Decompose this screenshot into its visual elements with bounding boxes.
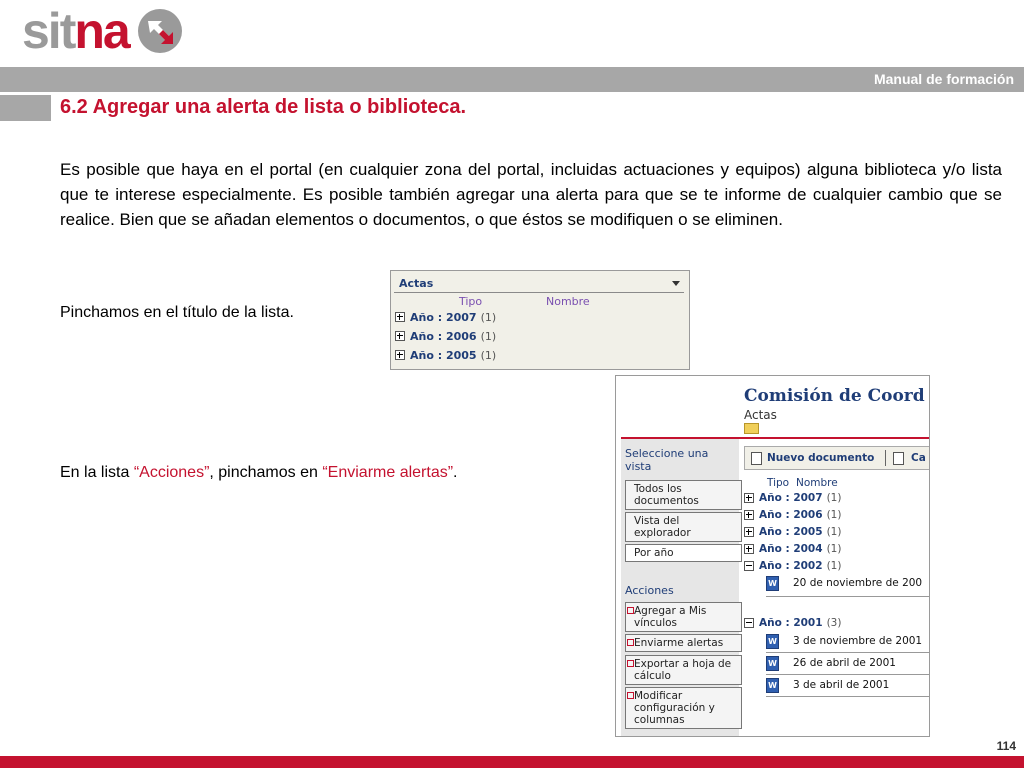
step-2-middle: , pinchamos en — [209, 464, 323, 481]
group-row[interactable] — [395, 309, 496, 325]
left-sidebar — [621, 439, 739, 736]
action-export[interactable] — [625, 655, 742, 685]
collapse-icon[interactable] — [744, 561, 754, 571]
expand-icon[interactable] — [395, 312, 405, 322]
col-tipo: Tipo — [459, 295, 483, 308]
group-count: (1) — [826, 491, 842, 504]
section-title: 6.2 Agregar una alerta de lista o biblioteca. — [60, 96, 467, 118]
group-row[interactable] — [744, 541, 841, 556]
document-row[interactable] — [766, 655, 896, 671]
view-explorer[interactable]: Vista del explorador — [625, 512, 742, 542]
logo-text-sit: sit — [22, 3, 75, 59]
group-label: Año : 2005 — [410, 348, 477, 362]
group-count: (1) — [826, 508, 842, 521]
step-2-suffix: . — [453, 464, 458, 481]
upload-button[interactable]: Ca — [911, 452, 926, 464]
row-divider — [766, 596, 930, 597]
document-name[interactable]: 3 de noviembre de 2001 — [793, 635, 923, 647]
group-label: Año : 2006 — [759, 508, 823, 521]
intro-paragraph: Es posible que haya en el portal (en cualquier zona del portal, incluidas actuaciones y equipos) alguna biblioteca y/o lista que te interese especialmente. Es posible también agregar una alerta para que se te informe de cualquier cambio que se realice. Bien que se añadan elementos o documentos, o que éstos se modifiquen o se eliminen. — [60, 160, 1002, 229]
bullet-icon — [627, 607, 634, 614]
expand-icon[interactable] — [395, 350, 405, 360]
group-count: (1) — [480, 329, 497, 343]
group-row[interactable] — [395, 347, 496, 363]
step-2-action: “Enviarme alertas” — [322, 464, 454, 481]
col-nombre: Nombre — [796, 477, 838, 489]
folder-icon — [744, 423, 759, 434]
expand-icon[interactable] — [744, 510, 754, 520]
select-view-label: Seleccione una vista — [625, 447, 709, 473]
group-row[interactable] — [744, 507, 841, 522]
expand-icon[interactable] — [744, 493, 754, 503]
document-row[interactable] — [766, 575, 922, 591]
group-label: Año : 2005 — [759, 525, 823, 538]
actas-list-screenshot — [390, 270, 690, 370]
footer-bar — [0, 756, 1024, 768]
col-tipo: Tipo — [767, 477, 790, 489]
toolbar-separator — [885, 450, 886, 466]
document-row[interactable] — [766, 633, 922, 649]
step-2-prefix: En la lista — [60, 464, 134, 481]
group-row[interactable] — [744, 615, 841, 630]
document-name[interactable]: 26 de abril de 2001 — [793, 657, 896, 669]
new-document-icon — [751, 452, 762, 465]
row-divider — [766, 696, 930, 697]
bullet-icon — [627, 639, 634, 646]
group-count: (1) — [480, 348, 497, 362]
list-title: Actas — [744, 408, 777, 422]
bullet-icon — [627, 660, 634, 667]
group-label: Año : 2007 — [410, 310, 477, 324]
group-label: Año : 2002 — [759, 559, 823, 572]
action-add-links-label: Agregar a Mis vínculos — [634, 605, 707, 629]
view-all-docs[interactable]: Todos los documentos — [625, 480, 742, 510]
title-accent-block — [0, 95, 51, 121]
action-send-alerts[interactable] — [625, 634, 742, 652]
upload-icon — [893, 452, 904, 465]
group-count: (1) — [826, 542, 842, 555]
actas-title-link[interactable]: Actas — [399, 277, 434, 290]
new-document-button[interactable]: Nuevo documento — [767, 452, 875, 464]
action-export-label: Exportar a hoja de cálculo — [634, 658, 732, 682]
logo-text-na: na — [74, 3, 129, 59]
group-count: (3) — [826, 616, 842, 629]
header-bar — [0, 67, 1024, 92]
action-modify-settings[interactable] — [625, 687, 742, 729]
step-1-text: Pinchamos en el título de la lista. — [60, 304, 294, 321]
row-divider — [766, 652, 930, 653]
group-count: (1) — [480, 310, 497, 324]
expand-icon[interactable] — [744, 527, 754, 537]
logo-arrows-icon — [137, 8, 183, 54]
expand-icon[interactable] — [395, 331, 405, 341]
word-doc-icon: W — [766, 656, 779, 671]
actions-label: Acciones — [625, 584, 674, 597]
step-2-text — [60, 464, 458, 482]
row-divider — [766, 674, 930, 675]
document-name[interactable]: 20 de noviembre de 200 — [793, 577, 923, 589]
group-row[interactable] — [744, 490, 841, 505]
dropdown-arrow-icon[interactable] — [672, 281, 680, 286]
document-name[interactable]: 3 de abril de 2001 — [793, 679, 890, 691]
group-label: Año : 2006 — [410, 329, 477, 343]
action-modify-settings-label: Modificar configuración y columnas — [634, 690, 715, 726]
document-row[interactable] — [766, 677, 889, 693]
group-label: Año : 2001 — [759, 616, 823, 629]
bullet-icon — [627, 692, 634, 699]
list-toolbar — [744, 446, 930, 470]
group-label: Año : 2004 — [759, 542, 823, 555]
page-number: 114 — [996, 739, 1016, 753]
expand-icon[interactable] — [744, 544, 754, 554]
action-send-alerts-label: Enviarme alertas — [634, 637, 724, 649]
action-add-links[interactable] — [625, 602, 742, 632]
view-by-year[interactable]: Por año — [625, 544, 742, 562]
group-row[interactable] — [744, 558, 841, 573]
word-doc-icon: W — [766, 576, 779, 591]
group-label: Año : 2007 — [759, 491, 823, 504]
group-count: (1) — [826, 525, 842, 538]
site-title: Comisión de Coord — [744, 386, 925, 406]
word-doc-icon: W — [766, 678, 779, 693]
word-doc-icon: W — [766, 634, 779, 649]
col-nombre: Nombre — [546, 295, 590, 308]
sitna-logo — [22, 3, 183, 59]
actas-webpart-header — [394, 274, 684, 293]
manual-label: Manual de formación — [873, 71, 1014, 87]
group-row[interactable] — [744, 524, 841, 539]
collapse-icon[interactable] — [744, 618, 754, 628]
step-2-list-name: “Acciones” — [133, 464, 210, 481]
group-count: (1) — [826, 559, 842, 572]
group-row[interactable] — [395, 328, 496, 344]
list-page-screenshot — [615, 375, 930, 737]
